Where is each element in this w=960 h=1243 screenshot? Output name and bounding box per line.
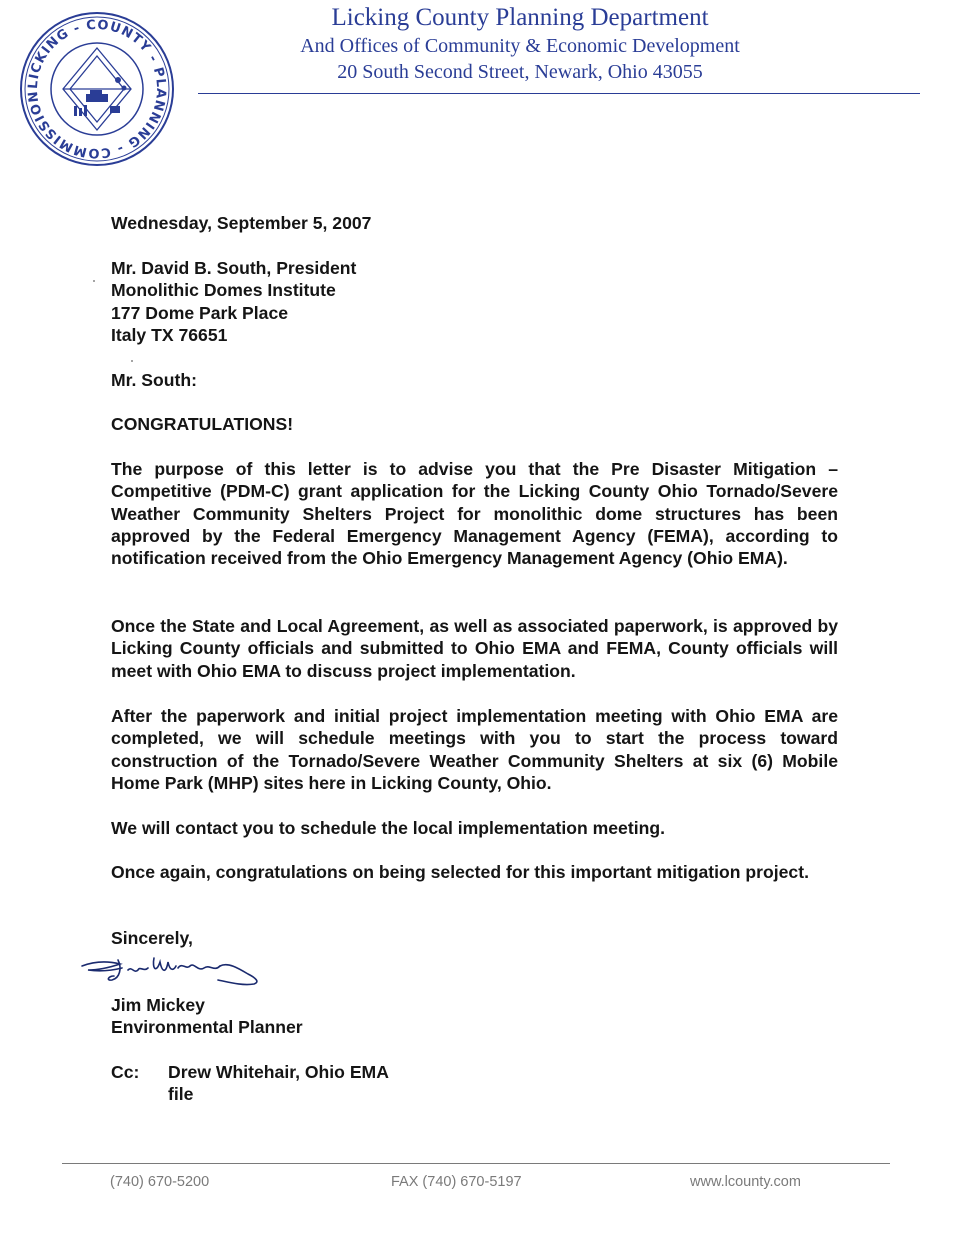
letterhead-title: Licking County Planning Department bbox=[331, 4, 709, 31]
cc-block bbox=[111, 1061, 389, 1106]
congratulations-heading: CONGRATULATIONS! bbox=[111, 414, 294, 434]
cc-recipient: Drew Whitehair, Ohio EMA bbox=[168, 1062, 389, 1082]
letterhead-address: 20 South Second Street, Newark, Ohio 43055 bbox=[337, 61, 703, 83]
closing: Sincerely, bbox=[111, 928, 193, 948]
footer-website[interactable]: www.lcounty.com bbox=[690, 1174, 801, 1190]
cc-recipient: file bbox=[168, 1084, 194, 1105]
paragraph-contact: We will contact you to schedule the local implementation meeting. bbox=[111, 818, 665, 838]
footer-phone: (740) 670-5200 bbox=[110, 1174, 210, 1190]
signer-name: Jim Mickey bbox=[111, 995, 205, 1015]
paragraph-schedule: After the paperwork and initial project implementation meeting with Ohio EMA are completed, we will schedule meetings with you to start the process toward construction of the Tornado/Severe Weather Community Shelters at six (6) Mobile Home Park (MHP) sites here in Licking County, Ohio. bbox=[111, 706, 838, 793]
signer-title: Environmental Planner bbox=[111, 1017, 303, 1038]
scan-speck bbox=[131, 360, 133, 362]
signer-block bbox=[111, 994, 303, 1039]
letterhead-subtitle: And Offices of Community & Economic Development bbox=[300, 35, 740, 57]
letter-date: Wednesday, September 5, 2007 bbox=[111, 213, 372, 233]
paragraph-grant-approval: The purpose of this letter is to advise you that the Pre Disaster Mitigation – Competitive (PDM-C) grant application for the Licking County Ohio Tornado/Severe Weather Community Shelters Project for monolithic dome structures has been approved by the Federal Emergency Management Agency (FEMA), according to notification received from the Ohio Emergency Management Agency (Ohio EMA). bbox=[111, 459, 838, 569]
cc-label: Cc: bbox=[111, 1062, 140, 1082]
recipient-name: Mr. David B. South, President bbox=[111, 258, 357, 278]
recipient-organization: Monolithic Domes Institute bbox=[111, 280, 336, 301]
footer-divider bbox=[62, 1163, 890, 1164]
recipient-street: 177 Dome Park Place bbox=[111, 302, 289, 323]
salutation: Mr. South: bbox=[111, 370, 198, 390]
seal-ring-text: LICKING - COUNTY - PLANNING - COMMISSION bbox=[25, 17, 169, 161]
paragraph-agreement: Once the State and Local Agreement, as well as associated paperwork, is approved by Licking County officials and submitted to Ohio EMA and FEMA, County officials will meet with Ohio EMA to discuss project implementation. bbox=[111, 616, 838, 681]
handwritten-signature bbox=[78, 948, 268, 996]
letterhead-divider bbox=[198, 93, 920, 94]
recipient-address-block bbox=[111, 257, 356, 346]
county-seal-logo bbox=[18, 10, 176, 168]
paragraph-closing-congrats: Once again, congratulations on being selected for this important mitigation project. bbox=[111, 862, 809, 882]
footer-fax: FAX (740) 670-5197 bbox=[391, 1174, 522, 1190]
scan-speck bbox=[93, 280, 95, 282]
recipient-city: Italy TX 76651 bbox=[111, 324, 228, 345]
